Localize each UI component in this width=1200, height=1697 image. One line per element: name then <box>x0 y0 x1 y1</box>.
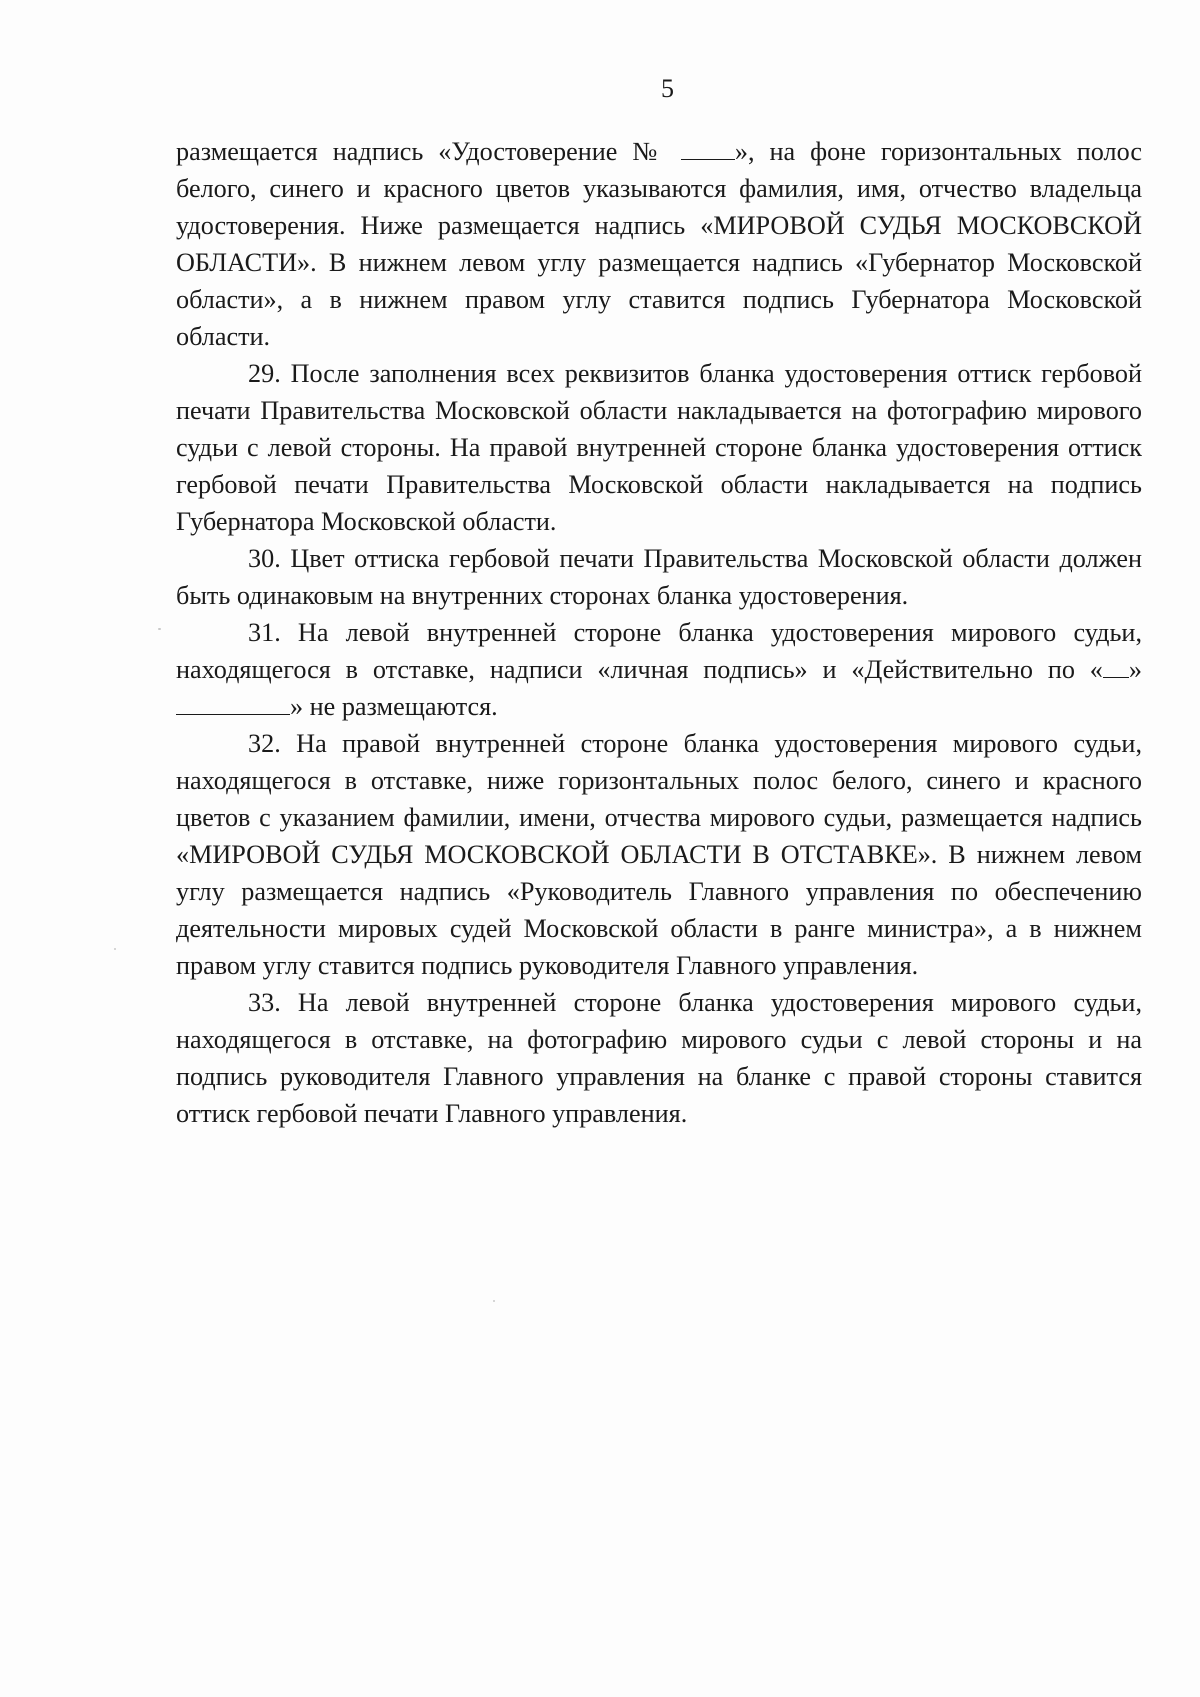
paragraph-30: 30. Цвет оттиска гербовой печати Правительства Московской области должен быть одинаковым на внутренних сторонах бланка удостоверения. <box>176 544 1142 610</box>
page-number: 5 <box>661 74 674 103</box>
paragraph-continuation-text-start: размещается надпись «Удостоверение № <box>176 137 681 166</box>
paragraph-33: 33. На левой внутренней стороне бланка удостоверения мирового судьи, находящегося в отставке, на фотографию мирового судьи с левой стороны и на подпись руководителя Главного управления на бланке с правой стороны ставится оттиск гербовой печати Главного управления. <box>176 988 1142 1128</box>
paragraph-31 <box>176 614 1142 725</box>
paragraph-continuation <box>176 133 1142 355</box>
validity-day-blank <box>1103 659 1129 678</box>
document-body <box>176 133 1142 1132</box>
scan-artifact <box>158 628 161 630</box>
paragraph-continuation-text-end: », на фоне горизонтальных полос белого, синего и красного цветов указываются фамилия, имя, отчество владельца удостоверения. Ниже размещается надпись «МИРОВОЙ СУДЬЯ МОСКОВСКОЙ ОБЛАСТИ». В нижнем левом углу размещается надпись «Губернатор Московской области», а в нижнем правом углу ставится подпись Губернатора Московской области. <box>176 137 1142 351</box>
paragraph-32: 32. На правой внутренней стороне бланка удостоверения мирового судьи, находящегося в отставке, ниже горизонтальных полос белого, синего и красного цветов с указанием фамилии, имени, отчества мирового судьи, размещается надпись «МИРОВОЙ СУДЬЯ МОСКОВСКОЙ ОБЛАСТИ В ОТСТАВКЕ». В нижнем левом углу размещается надпись «Руководитель Главного управления по обеспечению деятельности мировых судей Московской области в ранге министра», а в нижнем правом углу ставится подпись руководителя Главного управления. <box>176 729 1142 980</box>
validity-month-blank <box>176 696 290 715</box>
paragraph-31-text-end: » не размещаются. <box>290 692 498 721</box>
certificate-number-blank <box>681 141 735 160</box>
paragraph-31-text-start: 31. На левой внутренней стороне бланка удостоверения мирового судьи, находящегося в отставке, надписи «личная подпись» и «Действительно по « <box>176 618 1142 684</box>
scan-artifact <box>114 948 116 950</box>
paragraph-31-text-middle: » <box>1128 655 1142 684</box>
paragraph-29: 29. После заполнения всех реквизитов бланка удостоверения оттиск гербовой печати Правительства Московской области накладывается на фотографию мирового судьи с левой стороны. На правой внутренней стороне бланка удостоверения оттиск гербовой печати Правительства Московской области накладывается на подпись Губернатора Московской области. <box>176 359 1142 536</box>
scan-artifact <box>493 1300 495 1302</box>
